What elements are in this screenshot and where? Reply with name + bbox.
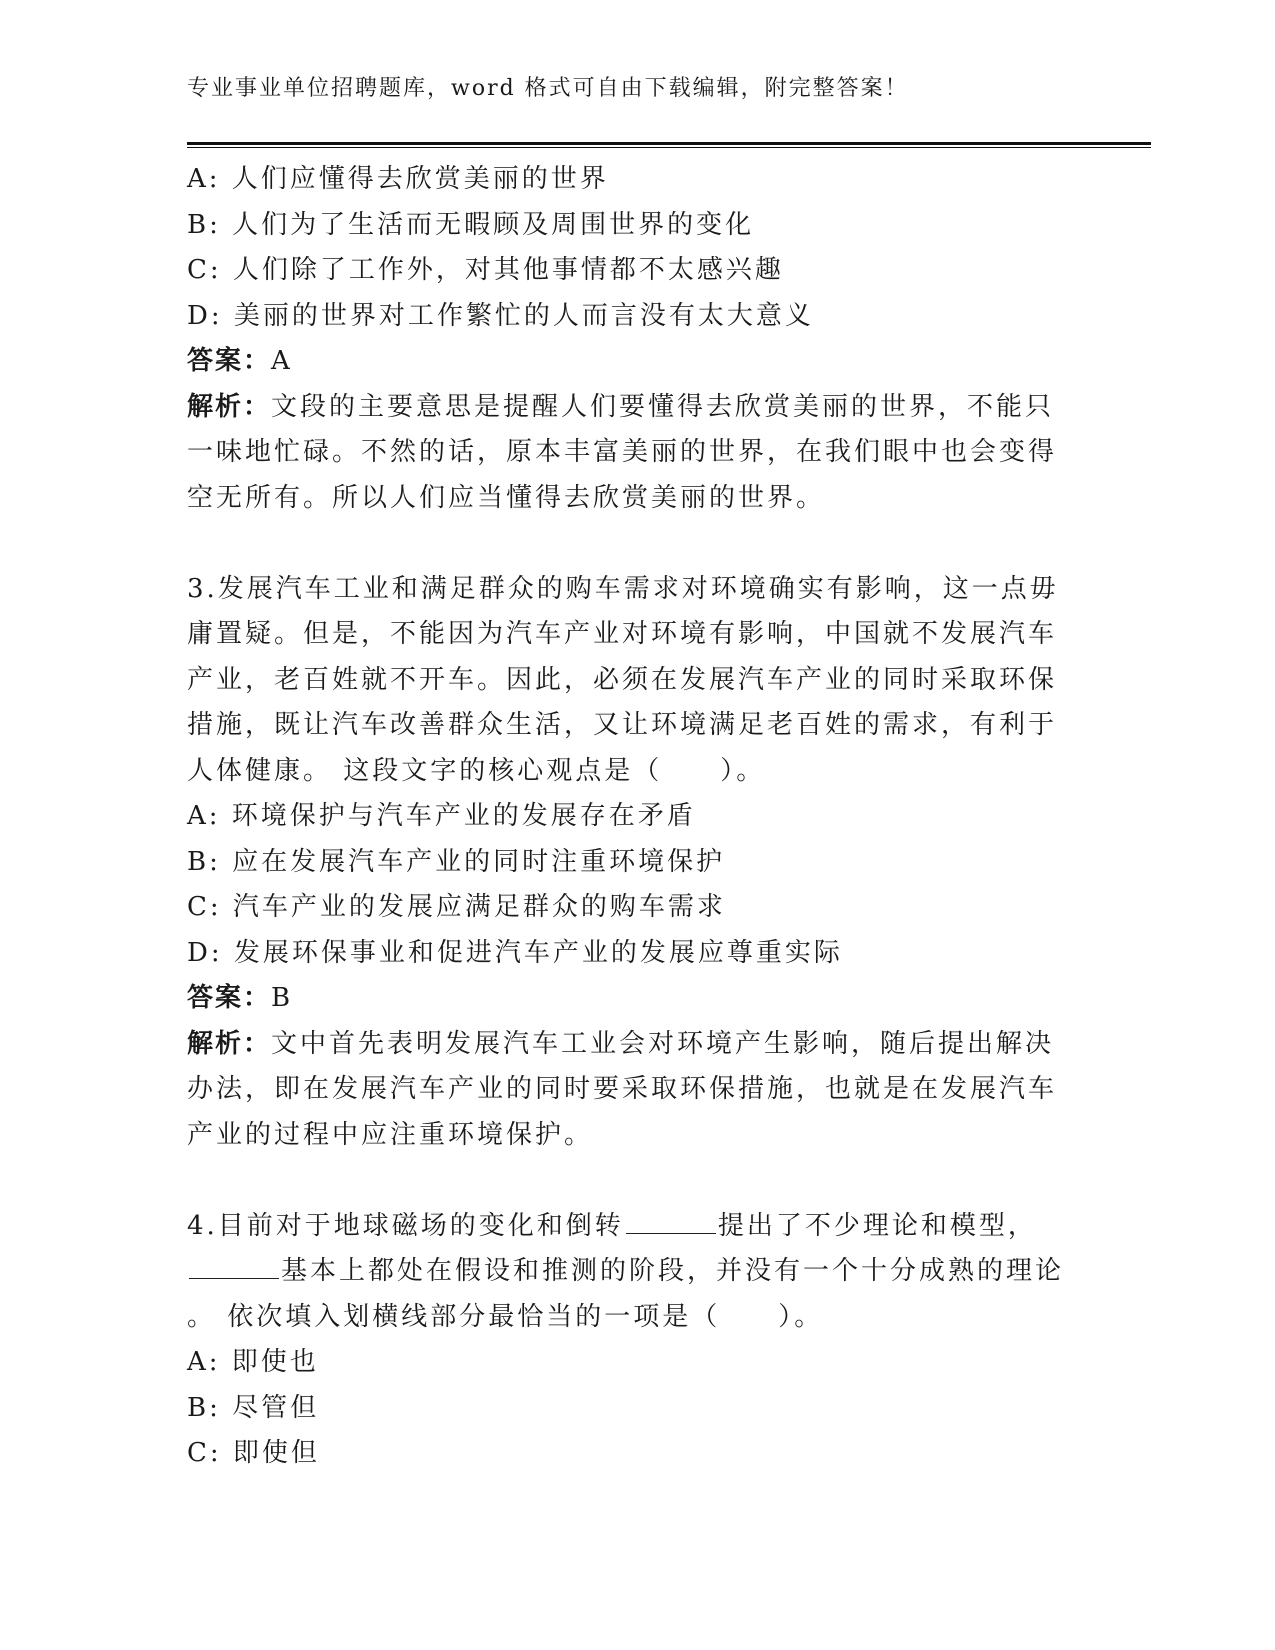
q2-analysis-line-1: [187, 385, 1067, 431]
q3-option-d: D: 发展环保事业和促进汽车产业的发展应尊重实际: [187, 937, 843, 968]
q3-analysis-line-3: 产业的过程中应注重环境保护。: [187, 1119, 594, 1150]
q3-analysis-label: 解析：: [187, 1028, 272, 1059]
q3-answer-label: 答案：: [187, 983, 272, 1013]
q4-option-b: B: 尽管但: [187, 1392, 320, 1423]
q2-analysis-line-2: 一味地忙碌。不然的话，原本丰富美丽的世界，在我们眼中也会变得: [187, 437, 1058, 467]
header-rule: [187, 142, 1151, 148]
q2-option-a: A: 人们应懂得去欣赏美丽的世界: [187, 164, 609, 194]
q2-option-b: B: 人们为了生活而无暇顾及周围世界的变化: [187, 209, 755, 240]
q3-question-line-3: 产业，老百姓就不开车。因此，必须在发展汽车产业的同时采取环保: [187, 664, 1058, 695]
q4-option-c: C: 即使但: [187, 1438, 320, 1468]
q3-question-line-5: 人体健康。 这段文字的核心观点是（ ）。: [187, 755, 766, 786]
q3-question-line-2: 庸置疑。但是，不能因为汽车产业对环境有影响，中国就不发展汽车: [187, 619, 1058, 649]
q3-answer: [187, 976, 1067, 1022]
q4-blank-2: [189, 1252, 279, 1279]
q4-text-after-blank-1: 提出了不少理论和模型，: [717, 1210, 1037, 1241]
q3-analysis-line-1: [187, 1022, 1067, 1068]
q2-answer-label: 答案：: [187, 346, 272, 376]
q2-answer: [187, 339, 1067, 385]
q2-analysis-label: 解析：: [187, 391, 272, 422]
q2-option-d: D: 美丽的世界对工作繁忙的人而言没有太大意义: [187, 300, 814, 331]
q3-option-b: B: 应在发展汽车产业的同时注重环境保护: [187, 846, 726, 877]
q4-text-before-blank-1: 4.目前对于地球磁场的变化和倒转: [187, 1210, 624, 1241]
q3-answer-value: B: [271, 983, 294, 1013]
q2-analysis-text-1: 文段的主要意思是提醒人们要懂得去欣赏美丽的世界，不能只: [271, 391, 1055, 422]
q3-option-c: C: 汽车产业的发展应满足群众的购车需求: [187, 892, 726, 922]
q4-question-line-2: [187, 1249, 1067, 1295]
q3-analysis-text-1: 文中首先表明发展汽车工业会对环境产生影响，随后提出解决: [271, 1028, 1055, 1059]
q2-answer-value: A: [271, 346, 293, 376]
q2-analysis-line-3: 空无所有。所以人们应当懂得去欣赏美丽的世界。: [187, 482, 826, 513]
q4-question-line-1: [187, 1204, 1067, 1250]
q2-option-c: C: 人们除了工作外，对其他事情都不太感兴趣: [187, 255, 784, 285]
q4-text-after-blank-2: 基本上都处在假设和推测的阶段，并没有一个十分成熟的理论: [281, 1256, 1065, 1286]
q3-question-line-4: 措施，既让汽车改善群众生活，又让环境满足老百姓的需求，有利于: [187, 710, 1058, 740]
q3-option-a: A: 环境保护与汽车产业的发展存在矛盾: [187, 801, 696, 831]
q3-analysis-line-2: 办法，即在发展汽车产业的同时要采取环保措施，也就是在发展汽车: [187, 1074, 1058, 1104]
q4-option-a: A: 即使也: [187, 1347, 319, 1377]
q3-question-line-1: 3.发展汽车工业和满足群众的购车需求对环境确实有影响，这一点毋: [187, 573, 1059, 604]
q4-blank-1: [626, 1207, 716, 1234]
q4-question-line-3: 。 依次填入划横线部分最恰当的一项是（ ）。: [187, 1301, 824, 1332]
page-header: 专业事业单位招聘题库，word 格式可自由下载编辑，附完整答案！: [187, 76, 909, 101]
document-body: [187, 157, 1067, 1477]
